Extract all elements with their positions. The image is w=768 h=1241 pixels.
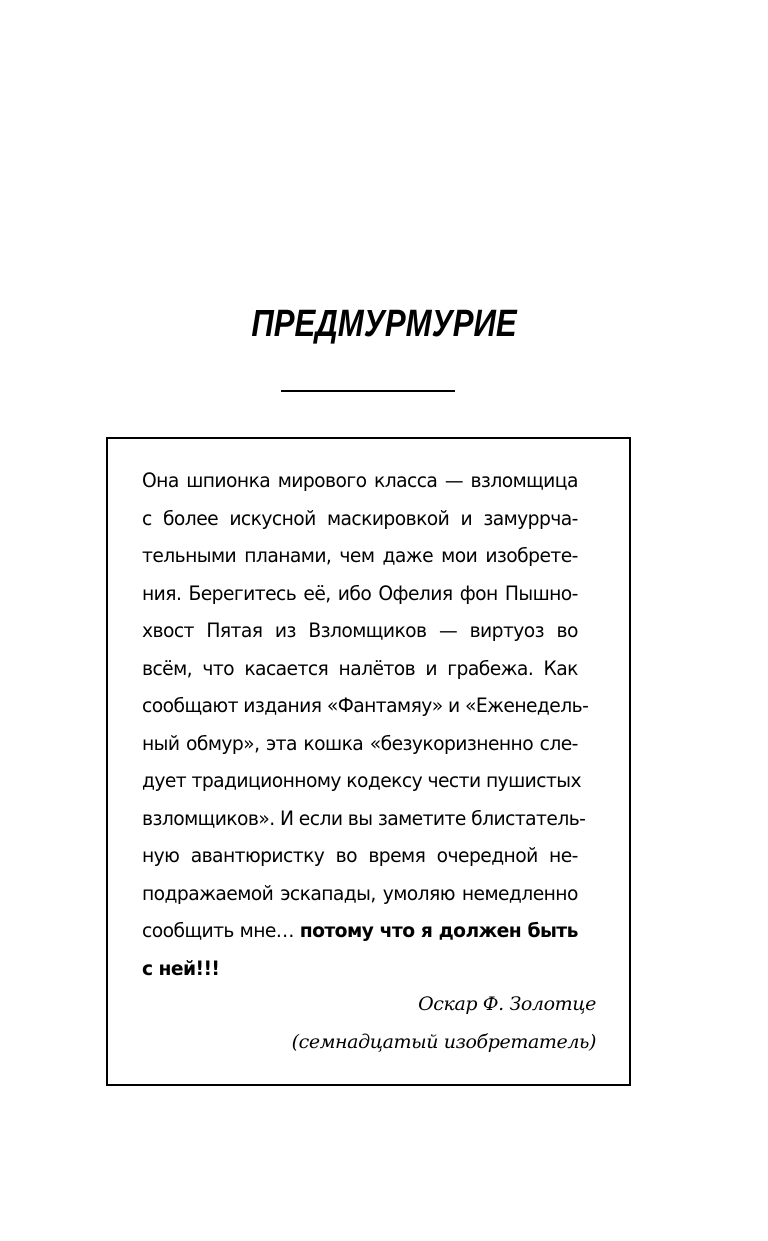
quote-line: всём, что касается налётов и грабежа. Как: [142, 656, 578, 680]
quote-line: тельными планами, чем даже мои изобрете-: [142, 544, 578, 567]
quote-line-bold-end: с ней!!!: [142, 956, 220, 980]
quote-line: хвост Пятая из Взломщиков — виртуоз во: [142, 619, 578, 642]
page-title: ПРЕДМУРМУРИЕ: [251, 303, 517, 345]
signature-name: Оскар Ф. Золотце: [418, 993, 596, 1015]
quote-line: ния. Берегитесь её, ибо Офелия фон Пышно-: [142, 581, 578, 605]
title-divider: [281, 390, 455, 392]
quote-line-regular: сообщить мне…: [142, 919, 300, 942]
quote-text: [142, 462, 589, 987]
quote-line: сообщают издания «Фантамяу» и «Еженедель-: [142, 694, 589, 717]
signature-role: (семнадцатый изобретатель): [291, 1031, 596, 1053]
quote-line: ный обмур», эта кошка «безукоризненно сле-: [142, 731, 578, 755]
quote-line: Она шпионка мирового класса — взломщица: [142, 469, 578, 492]
quote-line: ную авантюристку во время очередной не-: [142, 844, 578, 867]
quote-line-bold: потому что я должен быть: [299, 919, 578, 942]
quote-line: подражаемой эскапады, умоляю немедленно: [142, 881, 578, 905]
quote-line: дует традиционному кодексу чести пушистых: [142, 769, 582, 792]
quote-line-mixed: [142, 912, 578, 950]
quote-line: взломщиков». И если вы заметите блистатель-: [142, 806, 586, 830]
quote-line: с более искусной маскировкой и замуррча-: [142, 506, 578, 530]
